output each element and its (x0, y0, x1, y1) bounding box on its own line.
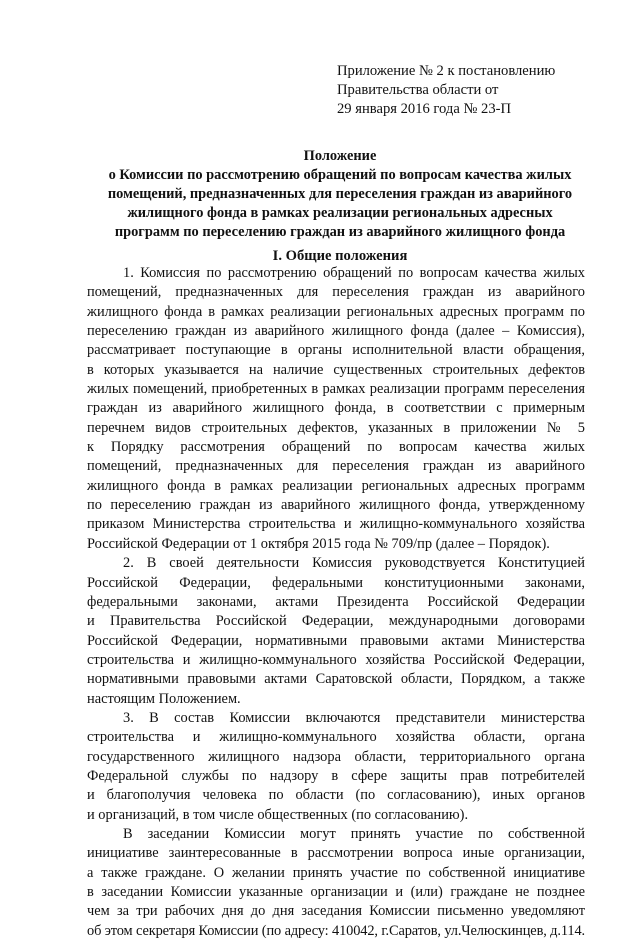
paragraph-4 (87, 825, 585, 941)
text-line: в заседании Комиссии указанные организации и (или) граждане не позднее (87, 884, 585, 900)
appendix-note (337, 62, 627, 119)
text-line: строительства и жилищно-коммунального хозяйства Российской Федерации, (87, 651, 585, 668)
text-line: Российской Федерации, нормативными правовыми актами Министерства (87, 632, 585, 649)
text-line: перечнем видов строительных дефектов, указанных в приложении № 5 (87, 419, 585, 436)
text-line: и Правительства Российской Федерации, международными договорами (87, 613, 585, 630)
text-line: Российской Федерации, федеральными конституционными законами, (87, 574, 585, 591)
text-line: нормативными правовыми актами Саратовской области, Порядком, а также (87, 671, 585, 688)
title-line: помещений, предназначенных для переселения граждан из аварийного (107, 186, 573, 202)
text-line: приказом Министерства строительства и жилищно-коммунального хозяйства (87, 516, 585, 533)
text-line: а также граждане. О желании принять участие по собственной инициативе (87, 864, 585, 881)
text-line: и благополучия человека по области (по согласованию), иных органов (87, 787, 585, 804)
text-line: 1. Комиссия по рассмотрению обращений по вопросам качества жилых (123, 265, 585, 281)
text-line: переселению граждан из аварийного жилищного фонда (далее – Комиссия), (87, 323, 585, 340)
text-line: государственного жилищного надзора области, территориального органа (87, 748, 585, 765)
paragraph-2 (87, 554, 585, 709)
title-line: Положение (303, 148, 377, 164)
section-heading: I. Общие положения (272, 248, 408, 264)
text-line: жилищного фонда в рамках реализации региональных адресных программ (87, 477, 585, 494)
text-line: строительства и жилищно-коммунального хозяйства области, органа (87, 729, 585, 746)
text-line: помещений, предназначенных для переселения граждан из аварийного (87, 284, 585, 301)
text-line: В заседании Комиссии могут принять участие по собственной (123, 825, 585, 842)
text-line: 3. В состав Комиссии включаются представители министерства (123, 709, 585, 726)
text-line: к Порядку рассмотрения обращений по вопросам качества жилых (87, 439, 585, 456)
appendix-line: Приложение № 2 к постановлению (337, 63, 556, 79)
text-line: Федеральной службы по надзору в сфере защиты прав потребителей (87, 767, 585, 784)
document-title (80, 147, 600, 242)
text-line: инициативе заинтересованные в рассмотрении вопроса иные организации, (87, 845, 585, 862)
text-line: в которых указывается на наличие существенных строительных дефектов (87, 361, 585, 378)
text-line: помещений, предназначенных для переселения граждан из аварийного (87, 458, 585, 475)
text-line: и организаций, в том числе общественных (по согласованию). (87, 806, 469, 823)
text-line: федеральными законами, актами Президента Российской Федерации (87, 593, 585, 610)
paragraph-3 (87, 709, 585, 825)
appendix-line: 29 января 2016 года № 23-П (337, 101, 512, 117)
text-line: 2. В своей деятельности Комиссия руководствуется Конституцией (123, 555, 585, 572)
text-line: Российской Федерации от 1 октября 2015 года № 709/пр (далее – Порядок). (87, 535, 550, 552)
text-line: рассматривает поступающие в органы исполнительной власти обращения, (87, 342, 585, 359)
title-line: о Комиссии по рассмотрению обращений по вопросам качества жилых (108, 167, 572, 183)
text-line: жилищного фонда в рамках реализации региональных адресных программ по (87, 303, 585, 320)
paragraph-1 (87, 264, 585, 554)
text-line: по переселению граждан из аварийного жилищного фонда, утвержденному (87, 497, 585, 514)
text-line: чем за три рабочих дня до дня заседания Комиссии письменно уведомляют (87, 903, 585, 920)
title-line: жилищного фонда в рамках реализации региональных адресных (127, 205, 553, 221)
text-line: настоящим Положением. (87, 690, 241, 707)
text-line: об этом секретаря Комиссии (по адресу: 410042, г.Саратов, ул.Челюскинцев, д.114. (87, 922, 585, 939)
appendix-line: Правительства области от (337, 82, 499, 98)
body-text (87, 264, 585, 941)
text-line: граждан из аварийного жилищного фонда, в соответствии с примерным (87, 400, 585, 417)
title-line: программ по переселению граждан из аварийного жилищного фонда (114, 224, 566, 240)
text-line: жилых помещений, приобретенных в рамках реализации программ переселения (87, 381, 585, 398)
